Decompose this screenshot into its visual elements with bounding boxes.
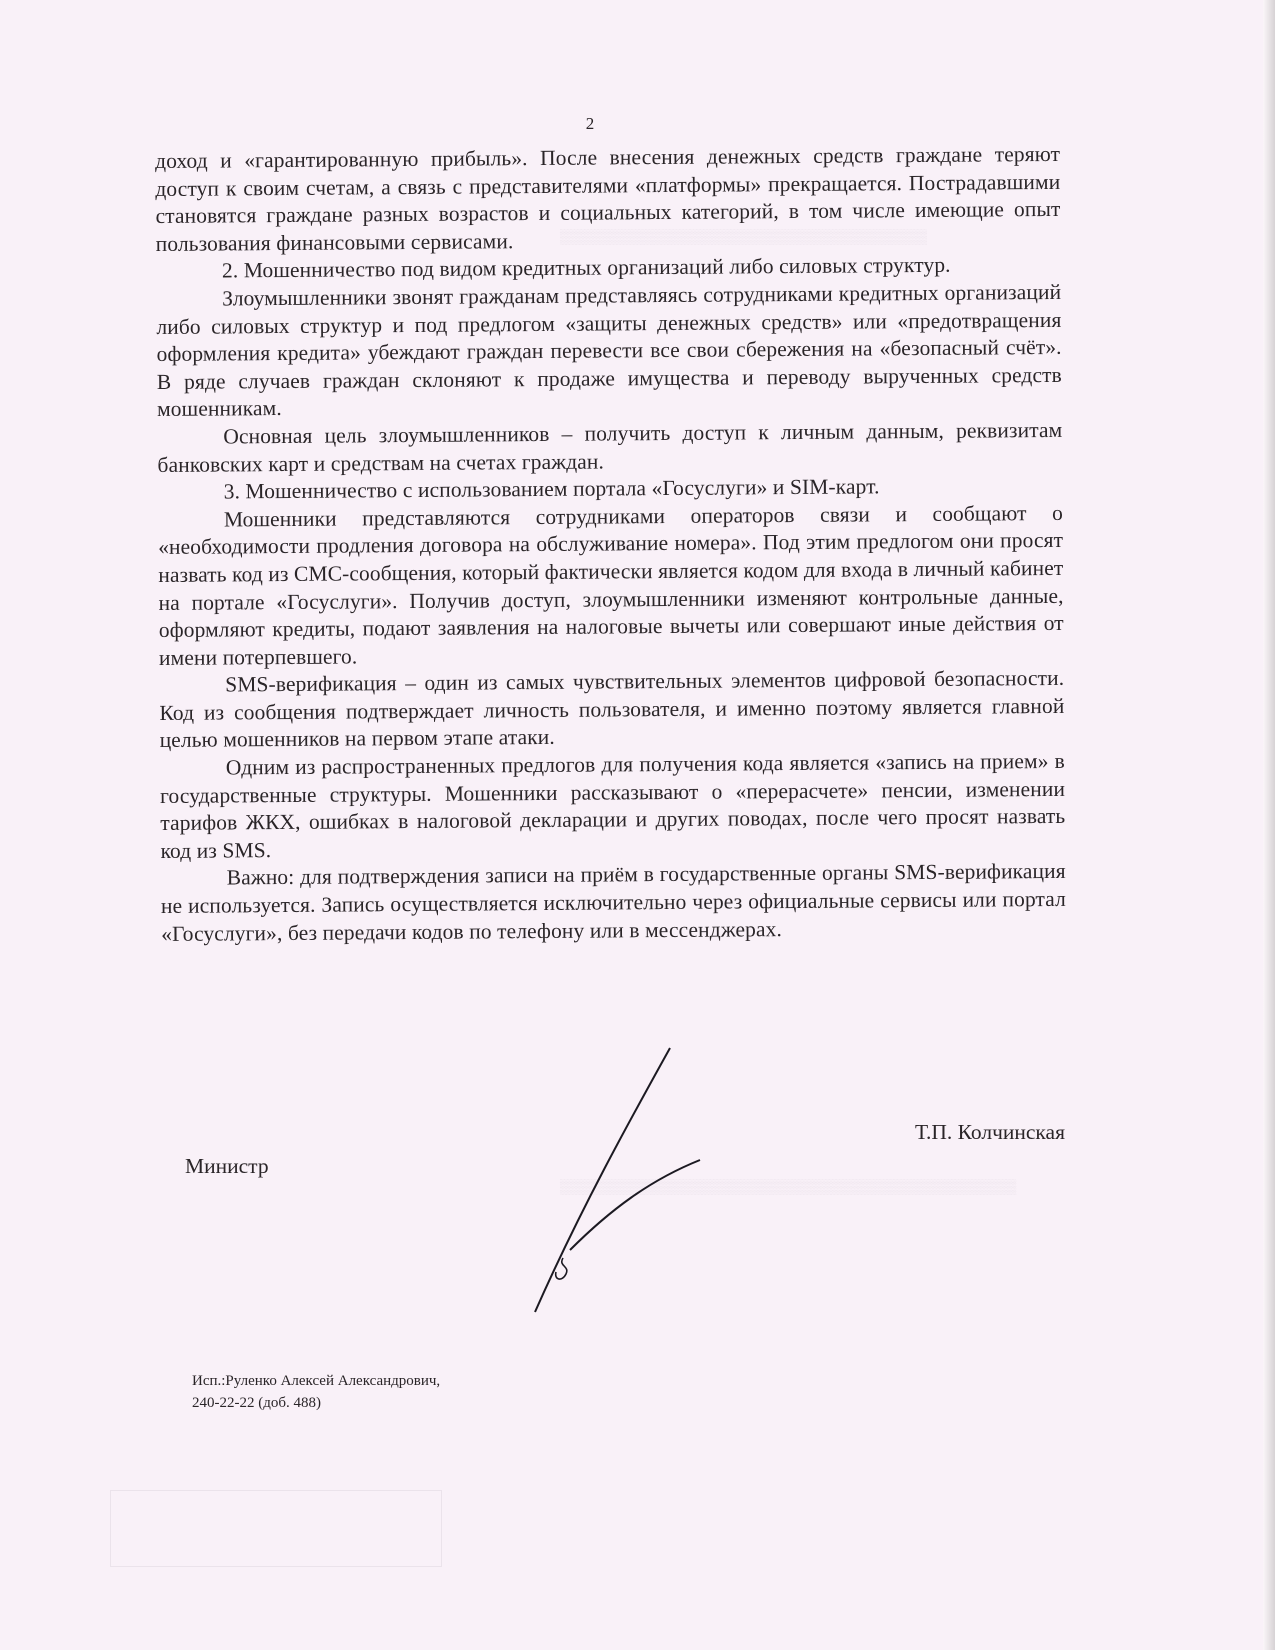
paragraph-section-heading: 3. Мошенничество с использованием портала «Госуслуги» и SIM-карт. bbox=[223, 474, 880, 504]
scan-page-edge bbox=[1263, 0, 1275, 1650]
executor-phone: 240-22-22 (доб. 488) bbox=[192, 1395, 321, 1411]
signatory-position: Министр bbox=[185, 1154, 269, 1178]
letter-body bbox=[155, 141, 1066, 948]
paragraph: Основная цель злоумышленников – получить доступ к личным данным, реквизитам банковских карт и средствам на счетах граждан. bbox=[157, 417, 1063, 477]
executor-info bbox=[192, 1370, 440, 1414]
bleed-through-stamp-box bbox=[110, 1490, 442, 1567]
paragraph: Злоумышленники звонят гражданам представляясь сотрудниками кредитных организаций либо силовых структур и под предлогом «защиты денежных средств» или «предотвращения оформления кредита» убеждают граждан перевести все свои сбережения на «безопасный счёт». В ряде случаев граждан склоняют к продаже имущества и переводу вырученных средств мошенникам. bbox=[156, 279, 1062, 422]
bleed-through-text: ▒▒▒▒▒▒▒▒▒▒▒▒▒▒▒▒▒▒▒▒▒▒▒▒▒▒▒▒▒▒▒▒▒▒▒▒▒ bbox=[560, 230, 928, 245]
signatory-name: Т.П. Колчинская bbox=[914, 1120, 1065, 1144]
paragraph: Мошенники представляются сотрудниками операторов связи и сообщают о «необходимости продления договора на обслуживание номера». Под этим предлогом они просят назвать код из СМС-сообщения, который фактически является кодом для входа в личный кабинет на портале «Госуслуги». Получив доступ, злоумышленники изменяют контрольные данные, оформляют кредиты, подают заявления на налоговые вычеты или совершают иные действия от имени потерпевшего. bbox=[158, 500, 1064, 670]
paragraph-important-note: Важно: для подтверждения записи на приём в государственные органы SMS-верификация не используется. Запись осуществляется исключительно через официальные сервисы или портал «Госуслуги», без передачи кодов по телефону или в мессенджерах. bbox=[160, 859, 1067, 946]
page-number: 2 bbox=[585, 114, 595, 133]
paragraph: SMS-верификация – один из самых чувствительных элементов цифровой безопасности. Код из сообщения подтверждает личность пользователя, и именно поэтому является главной целью мошенников на первом этапе атаки. bbox=[159, 666, 1065, 753]
bleed-through-text: ▒▒▒▒▒▒▒▒▒▒▒▒▒▒▒▒▒▒▒▒▒▒▒▒▒▒▒▒▒▒▒▒▒▒▒▒▒▒▒▒▒▒▒▒▒▒ bbox=[560, 1180, 1017, 1195]
handwritten-signature bbox=[480, 1040, 740, 1320]
executor-name: Исп.:Руленко Алексей Александрович, bbox=[192, 1373, 441, 1389]
paragraph: доход и «гарантированную прибыль». После внесения денежных средств граждане теряют доступ к своим счетам, а связь с представителями «платформы» прекращается. Пострадавшими становятся граждане разных возрастов и социальных категорий, в том числе имеющие опыт пользования финансовыми сервисами. bbox=[155, 141, 1061, 256]
paragraph: Одним из распространенных предлогов для получения кода является «запись на прием» в государственные структуры. Мошенники рассказывают о «перерасчете» пенсии, изменении тарифов ЖКХ, ошибках в налоговой декларации и других поводах, после чего просят назвать код из SMS. bbox=[159, 748, 1066, 863]
paragraph-section-heading: 2. Мошенничество под видом кредитных организаций либо силовых структур. bbox=[221, 253, 951, 283]
